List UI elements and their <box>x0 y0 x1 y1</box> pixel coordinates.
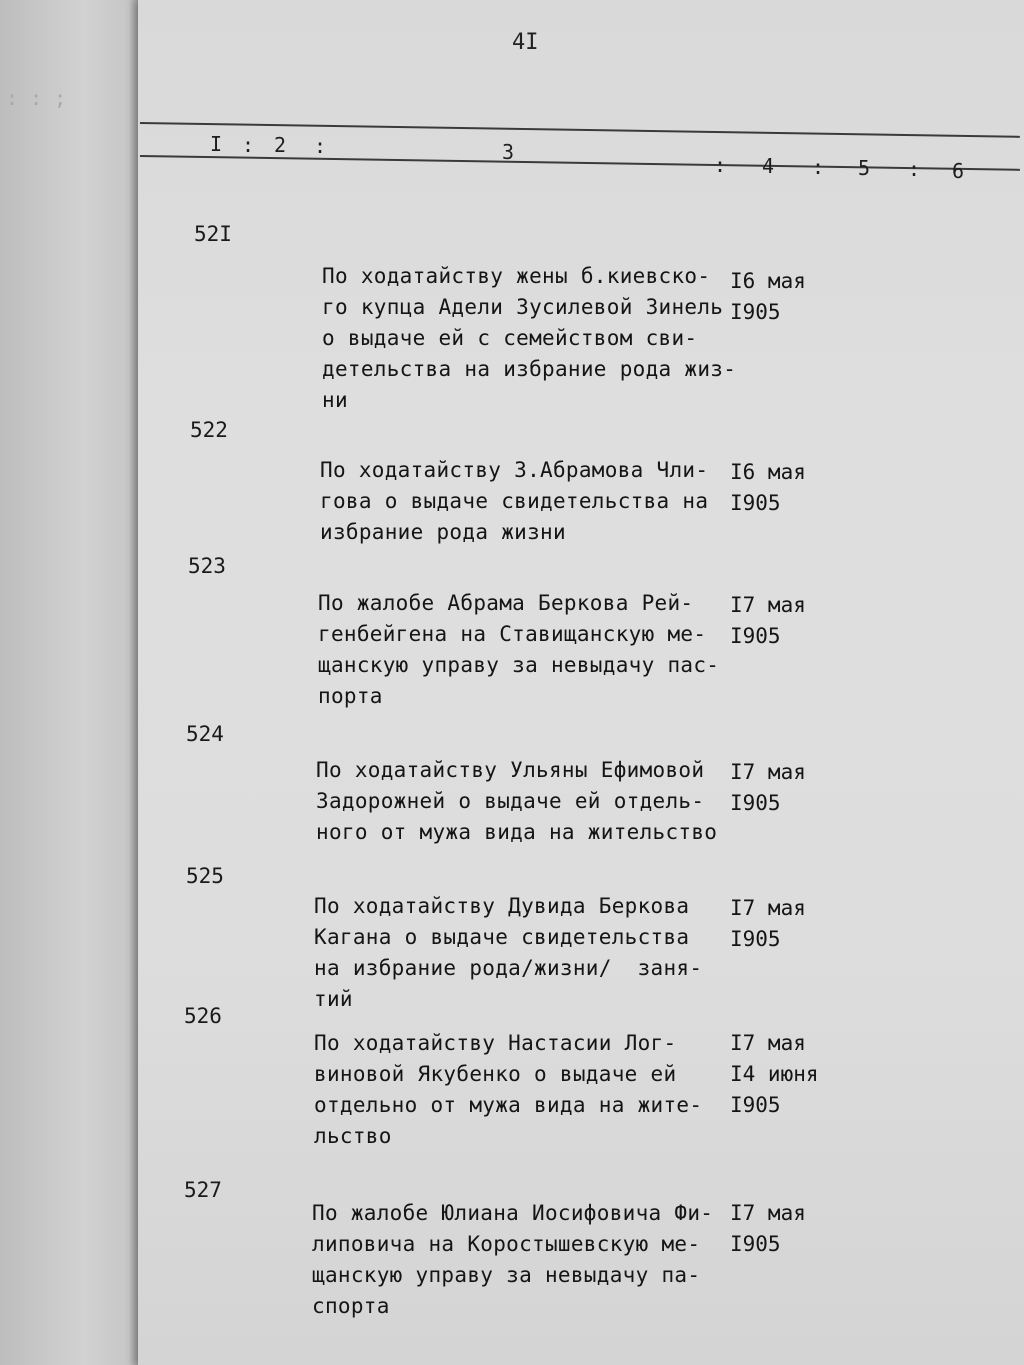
facing-page-bleed-text: : : ; <box>6 86 67 110</box>
entry-number: 522 <box>190 418 228 442</box>
entry-date: I7 мая I905 <box>730 760 806 815</box>
entry-description: По жалобе Юлиана Иосифовича Фи- липовича на Коростышевскую ме- щанскую управу за невыдачу па- спорта <box>312 1201 714 1318</box>
entry-number: 526 <box>184 1004 222 1028</box>
entry-number: 524 <box>186 722 224 746</box>
header-rule-top <box>140 122 1020 138</box>
column-header-1: I <box>210 132 223 156</box>
entry-description: По жалобе Абрама Беркова Рей- генбейгена на Ставищанскую ме- щанскую управу за невыдачу пас- порта <box>318 591 720 708</box>
column-separator: : <box>242 133 255 157</box>
entry-date: I6 мая I905 <box>730 269 806 324</box>
entry-date: I7 мая I905 <box>730 1201 806 1256</box>
entry-date: I7 мая I905 <box>730 896 806 951</box>
entry-number: 527 <box>184 1178 222 1202</box>
entry-number: 52I <box>194 222 232 246</box>
column-header-4: 4 <box>762 154 775 178</box>
facing-page-edge <box>0 0 140 1365</box>
entry-description: По ходатайству Ульяны Ефимовой Задорожней о выдаче ей отдель- ного от мужа вида на жительство <box>316 758 718 844</box>
column-separator: : <box>714 153 727 177</box>
entry-description: По ходатайству Настасии Лог- виновой Якубенко о выдаче ей отдельно от мужа вида на жите- льство <box>314 1031 703 1148</box>
column-header-5: 5 <box>858 156 871 180</box>
entry-date: I7 мая I4 июня I905 <box>730 1031 819 1117</box>
column-separator: : <box>314 134 327 158</box>
entry-description: По ходатайству жены б.киевско- го купца Адели Зусилевой Зинель о выдаче ей с семейством сви- детельства на избрание рода жиз- ни <box>322 264 737 412</box>
entry-date: I7 мая I905 <box>730 593 806 648</box>
entry-description: По ходатайству З.Абрамова Чли- гова о выдаче свидетельства на избрание рода жизни <box>320 458 709 544</box>
column-separator: : <box>812 155 825 179</box>
header-rule-bottom <box>140 155 1020 171</box>
entry-number: 525 <box>186 864 224 888</box>
page-number: 4I <box>512 30 539 55</box>
column-separator: : <box>908 157 921 181</box>
column-header-6: 6 <box>952 159 965 183</box>
column-header-2: 2 <box>274 133 287 157</box>
column-header-3: 3 <box>502 140 515 164</box>
document-page <box>138 0 1024 1365</box>
entry-description: По ходатайству Дувида Беркова Кагана о выдаче свидетельства на избрание рода/жизни/ заня- тий <box>314 894 703 1011</box>
entry-number: 523 <box>188 554 226 578</box>
entry-date: I6 мая I905 <box>730 460 806 515</box>
